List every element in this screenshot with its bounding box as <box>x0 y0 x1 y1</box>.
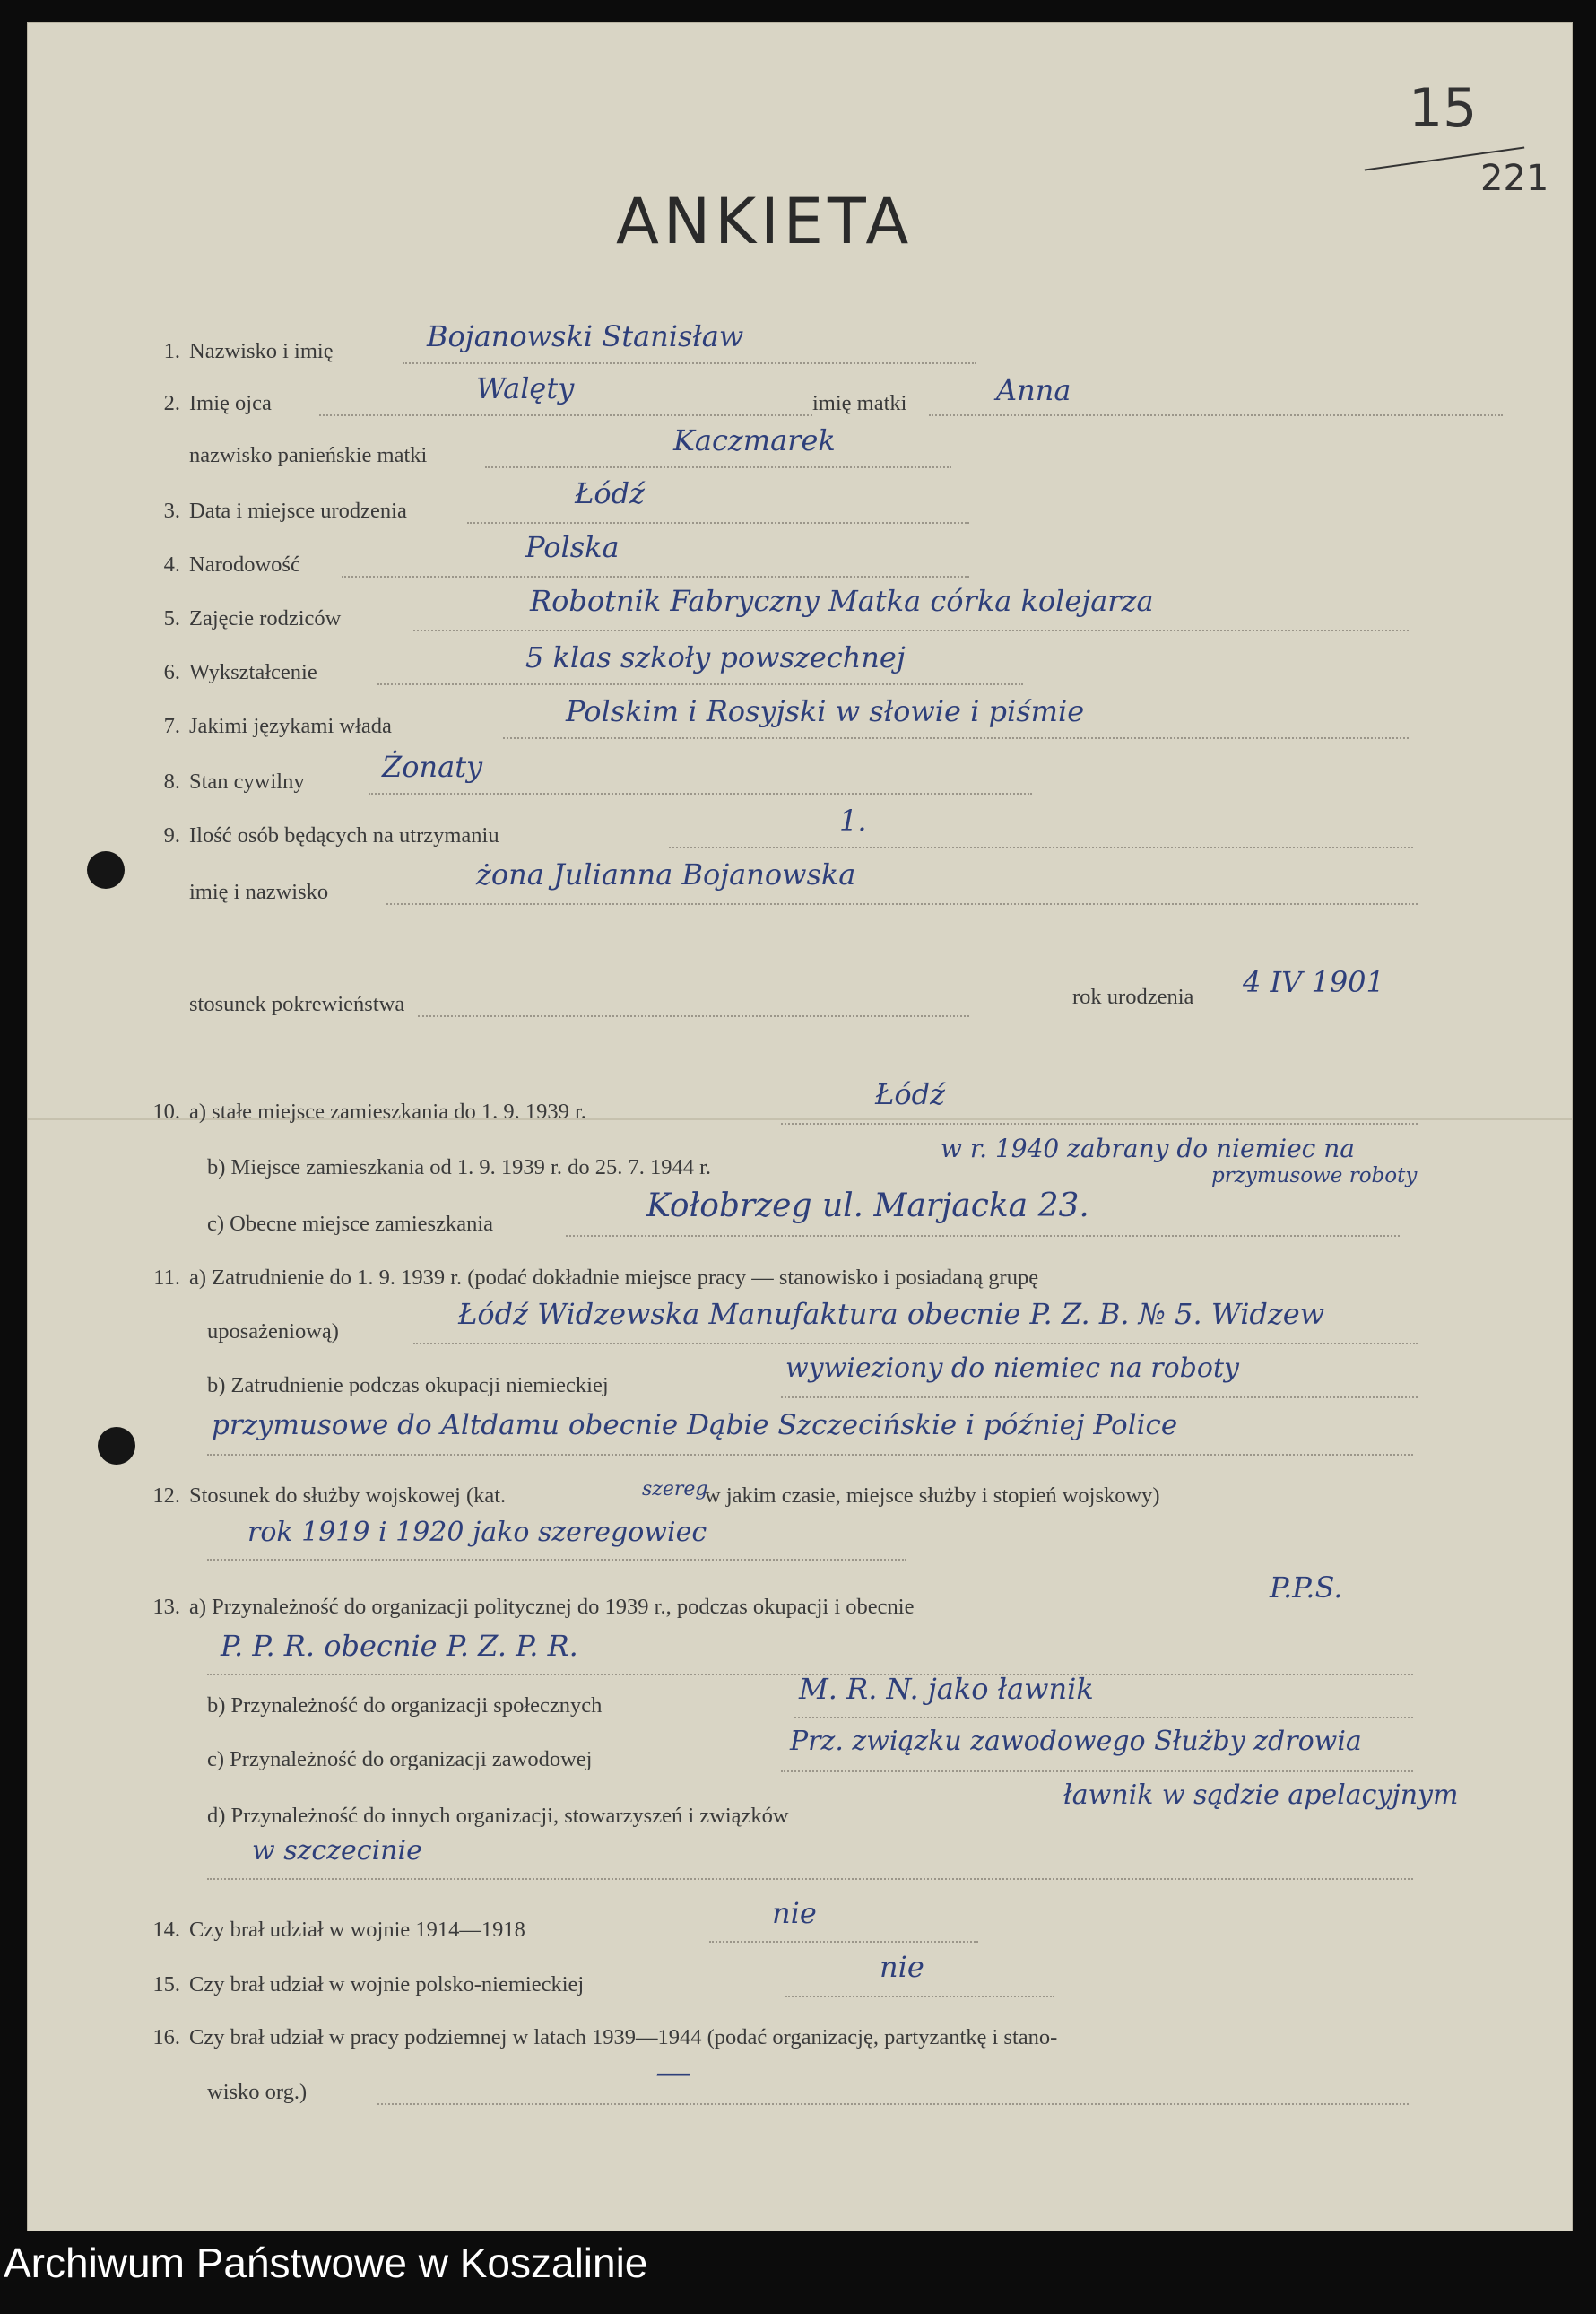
dotted-line <box>669 847 1413 848</box>
field-label-birth-year: rok urodzenia <box>1072 985 1194 1009</box>
dotted-line <box>781 1396 1418 1398</box>
field-number: 6. <box>163 660 180 684</box>
dotted-line <box>781 1123 1418 1125</box>
field-label-salary-group: uposażeniową) <box>207 1319 339 1344</box>
field-label-political-membership: a) Przynależność do organizacji politycznej do 1939 r., podczas okupacji i obecnie <box>189 1595 915 1619</box>
dotted-line <box>413 1343 1418 1344</box>
field-label-nationality: Narodowość <box>189 552 300 577</box>
field-value-other-organizations: ławnik w sądzie apelacyjnym <box>1063 1779 1459 1811</box>
field-label-residence-before-1939: a) stałe miejsce zamieszkania do 1. 9. 1939 r. <box>189 1100 586 1124</box>
field-number: 2. <box>163 391 180 415</box>
field-number: 15. <box>152 1972 180 1996</box>
archive-page-number: 15 <box>1409 77 1478 140</box>
field-label-languages: Jakimi językami włada <box>189 714 392 738</box>
field-value-military-service: rok 1919 i 1920 jako szeregowiec <box>247 1517 707 1548</box>
field-value-military-category: szereg <box>642 1478 708 1501</box>
field-number: 11. <box>153 1266 180 1290</box>
dotted-line <box>467 522 969 524</box>
field-value-employment-occupation-cont: przymusowe do Altdamu obecnie Dąbie Szczecińskie i później Police <box>212 1409 1178 1441</box>
field-value-residence-1939-1944: w r. 1940 zabrany do niemiec na <box>941 1134 1355 1163</box>
field-label-employment-occupation: b) Zatrudnienie podczas okupacji niemieckiej <box>207 1373 609 1397</box>
field-label-underground-work: Czy brał udział w pracy podziemnej w latach 1939—1944 (podać organizację, partyzantkę i stano- <box>189 2025 1058 2049</box>
field-value-mother-maiden-name: Kaczmarek <box>673 423 836 457</box>
field-label-marital-status: Stan cywilny <box>189 770 305 794</box>
field-number: 16. <box>152 2025 180 2049</box>
dotted-line <box>207 1878 1413 1880</box>
field-value-education: 5 klas szkoły powszechnej <box>525 640 906 674</box>
field-value-languages: Polskim i Rosyjski w słowie i piśmie <box>566 694 1085 728</box>
dotted-line <box>781 1770 1413 1772</box>
field-number: 8. <box>163 770 180 794</box>
field-value-parents-occupation: Robotnik Fabryczny Matka córka kolejarza <box>530 584 1154 618</box>
dotted-line <box>369 793 1032 795</box>
field-value-residence-before-1939: Łódź <box>875 1077 946 1111</box>
field-label-surname-name: Nazwisko i imię <box>189 339 334 363</box>
punch-hole-bottom <box>98 1427 135 1465</box>
field-value-residence-1939-1944-cont: przymusowe roboty <box>1211 1164 1418 1187</box>
field-number: 1. <box>163 339 180 363</box>
dotted-line <box>794 1717 1413 1718</box>
field-label-polish-german-war: Czy brał udział w wojnie polsko-niemieckiej <box>189 1972 585 1996</box>
field-label-employment-before-1939: a) Zatrudnienie do 1. 9. 1939 r. (podać dokładnie miejsce pracy — stanowisko i posiadaną grupę <box>189 1266 1039 1290</box>
field-value-war-1914-1918: nie <box>772 1896 817 1930</box>
field-label-father-name: Imię ojca <box>189 391 272 415</box>
field-value-political-membership: P.P.S. <box>1270 1570 1343 1605</box>
dotted-line <box>319 414 812 416</box>
field-value-surname-name: Bojanowski Stanisław <box>427 319 744 353</box>
dotted-line <box>386 903 1418 905</box>
field-number: 12. <box>152 1483 180 1508</box>
field-number: 14. <box>152 1918 180 1942</box>
field-label-social-organizations: b) Przynależność do organizacji społecznych <box>207 1693 603 1718</box>
field-number: 4. <box>163 552 180 577</box>
field-value-underground-work: — <box>655 2052 691 2093</box>
dotted-line <box>403 362 976 364</box>
field-label-residence-1939-1944: b) Miejsce zamieszkania od 1. 9. 1939 r. do 25. 7. 1944 r. <box>207 1155 712 1179</box>
field-label-mother-maiden-name: nazwisko panieńskie matki <box>189 443 428 467</box>
dotted-line <box>207 1454 1413 1456</box>
field-number: 13. <box>152 1595 180 1619</box>
field-value-father-name: Walęty <box>476 371 575 405</box>
page-title: ANKIETA <box>616 185 914 258</box>
field-label-professional-organizations: c) Przynależność do organizacji zawodowej <box>207 1747 593 1771</box>
field-value-mother-name: Anna <box>996 373 1071 407</box>
field-number: 5. <box>163 606 180 631</box>
document-page <box>27 22 1573 2233</box>
field-value-current-residence: Kołobrzeg ul. Marjacka 23. <box>646 1187 1089 1224</box>
archive-name: Archiwum Państwowe w Koszalinie <box>4 2240 648 2286</box>
field-value-polish-german-war: nie <box>880 1950 924 1984</box>
field-label-dependent-name: imię i nazwisko <box>189 880 329 904</box>
field-value-birth-year: 4 IV 1901 <box>1243 965 1384 999</box>
field-number: 10. <box>152 1100 180 1124</box>
field-number: 3. <box>163 499 180 523</box>
field-value-dependents-count: 1. <box>839 804 867 838</box>
field-label-mother-name: imię matki <box>812 391 907 415</box>
field-value-other-organizations-cont: w szczecinie <box>252 1835 422 1866</box>
dotted-line <box>377 2103 1409 2105</box>
dotted-line <box>418 1015 969 1017</box>
punch-hole-top <box>87 851 125 889</box>
field-label-current-residence: c) Obecne miejsce zamieszkania <box>207 1212 494 1236</box>
dotted-line <box>709 1941 978 1943</box>
archive-page-number-2: 221 <box>1480 158 1549 199</box>
field-value-marital-status: Żonaty <box>382 750 483 784</box>
field-label-parents-occupation: Zajęcie rodziców <box>189 606 342 631</box>
field-value-political-membership-cont: P. P. R. obecnie P. Z. P. R. <box>221 1629 578 1663</box>
dotted-line <box>207 1559 906 1561</box>
field-label-underground-position: wisko org.) <box>207 2080 308 2104</box>
field-label-relationship: stosunek pokrewieństwa <box>189 992 405 1016</box>
field-label-other-organizations: d) Przynależność do innych organizacji, stowarzyszeń i związków <box>207 1804 789 1828</box>
field-value-social-organizations: M. R. N. jako ławnik <box>799 1672 1094 1706</box>
field-number: 7. <box>163 714 180 738</box>
field-value-professional-organizations: Prz. związku zawodowego Służby zdrowia <box>790 1726 1362 1757</box>
field-label-birth-date-place: Data i miejsce urodzenia <box>189 499 407 523</box>
field-label-military-service: Stosunek do służby wojskowej (kat. <box>189 1483 507 1508</box>
dotted-line <box>377 683 1023 685</box>
field-value-birth-date-place: Łódź <box>575 476 646 510</box>
field-value-nationality: Polska <box>525 530 620 564</box>
field-value-employment-before-1939: Łódź Widzewska Manufaktura obecnie P. Z. B. № 5. Widzew <box>458 1297 1325 1331</box>
dotted-line <box>485 466 951 468</box>
field-label-education: Wykształcenie <box>189 660 317 684</box>
field-value-employment-occupation: wywieziony do niemiec na roboty <box>785 1353 1239 1384</box>
field-label-dependents-count: Ilość osób będących na utrzymaniu <box>189 823 499 848</box>
dotted-line <box>413 630 1409 631</box>
dotted-line <box>503 737 1409 739</box>
dotted-line <box>342 576 969 578</box>
field-label-war-1914-1918: Czy brał udział w wojnie 1914—1918 <box>189 1918 525 1942</box>
dotted-line <box>785 1996 1054 1997</box>
dotted-line <box>929 414 1503 416</box>
field-label-military-service-details: w jakim czasie, miejsce służby i stopień wojskowy) <box>705 1483 1160 1508</box>
field-number: 9. <box>163 823 180 848</box>
field-value-dependent-name: żona Julianna Bojanowska <box>476 857 856 892</box>
dotted-line <box>566 1235 1400 1237</box>
archive-footer <box>0 2231 1596 2314</box>
